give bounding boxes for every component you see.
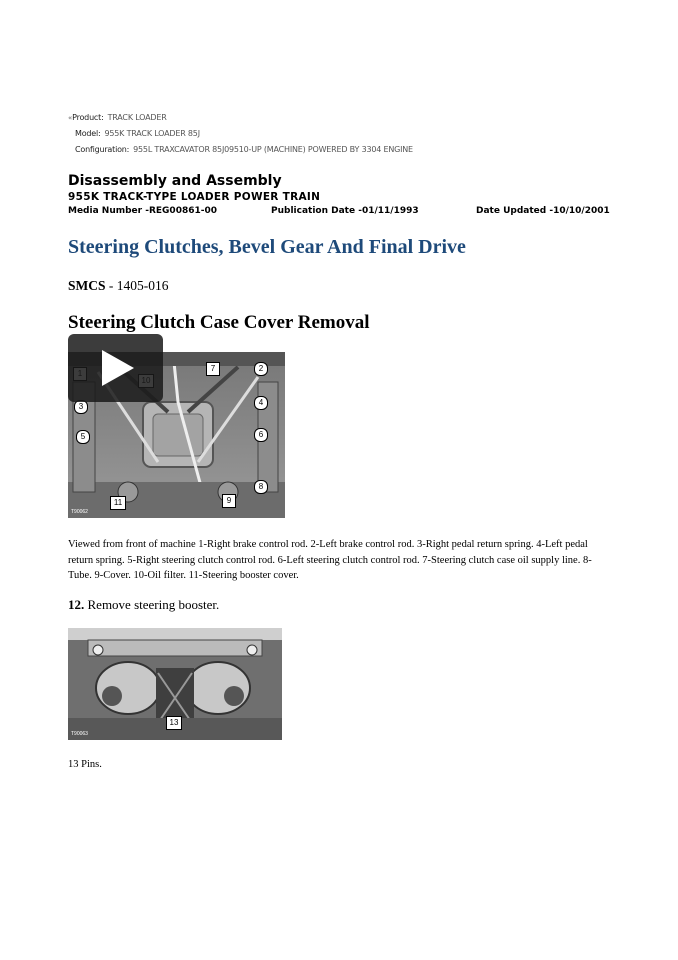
section-title: Steering Clutch Case Cover Removal xyxy=(68,312,370,333)
figure-1-callout: 7 xyxy=(206,362,220,376)
figure-1-callout: 2 xyxy=(254,362,268,376)
smcs-value: - 1405-016 xyxy=(105,278,169,293)
document-header xyxy=(68,173,613,218)
configuration-label: Configuration: xyxy=(75,145,130,154)
step-number: 12. xyxy=(68,597,85,612)
figure-2-caption: 13 Pins. xyxy=(68,759,102,770)
play-icon xyxy=(68,334,163,402)
configuration-row xyxy=(75,142,413,158)
page-title: Steering Clutches, Bevel Gear And Final Drive xyxy=(68,236,466,258)
document-subtitle: 955K TRACK-TYPE LOADER POWER TRAIN xyxy=(68,191,321,203)
figure-1-callout: 4 xyxy=(254,396,268,410)
figure-1-callout: 6 xyxy=(254,428,268,442)
smcs-label: SMCS xyxy=(68,278,106,293)
product-label: Product: xyxy=(72,113,104,122)
video-play-button[interactable] xyxy=(68,334,163,402)
double-arrow-icon[interactable]: « xyxy=(68,114,73,122)
model-value: 955K TRACK LOADER 85J xyxy=(104,129,200,138)
publication-date: Publication Date -01/11/1993 xyxy=(271,206,419,216)
figure-1-caption: Viewed from front of machine 1-Right brake control rod. 2-Left brake control rod. 3-Right pedal return spring. 4-Left pedal return spring. 5-Right steering clutch control rod. 6-Left steering clutch control rod. 7-Steering clutch case oil supply line. 8-Tube. 9-Cover. 10-Oil filter. 11-Steering booster cover. xyxy=(68,539,592,581)
figure-2-image-id: T90063 xyxy=(71,731,88,737)
model-label: Model: xyxy=(75,129,101,138)
document-info-row xyxy=(68,204,613,218)
step-12 xyxy=(68,597,219,613)
figure-1-callout: 9 xyxy=(222,494,236,508)
product-meta xyxy=(68,110,413,158)
model-row xyxy=(75,126,413,142)
figure-1-callout: 11 xyxy=(110,496,126,510)
figure-2-photo xyxy=(68,628,282,740)
product-row xyxy=(68,110,413,126)
media-number: Media Number -REG00861-00 xyxy=(68,206,218,216)
date-updated: Date Updated -10/10/2001 xyxy=(476,206,610,216)
configuration-value: 955L TRAXCAVATOR 85J09510-UP (MACHINE) POWERED BY 3304 ENGINE xyxy=(133,145,413,154)
figure-1-callout: 3 xyxy=(74,400,88,414)
step-text: Remove steering booster. xyxy=(84,597,220,612)
figure-1-image-id: T90062 xyxy=(71,509,88,515)
figure-1-callout: 5 xyxy=(76,430,90,444)
smcs-code xyxy=(68,278,169,294)
product-value: TRACK LOADER xyxy=(107,113,167,122)
figure-1-callout: 8 xyxy=(254,480,268,494)
document-type-title: Disassembly and Assembly xyxy=(68,173,282,189)
figure-2-callout: 13 xyxy=(166,716,182,730)
